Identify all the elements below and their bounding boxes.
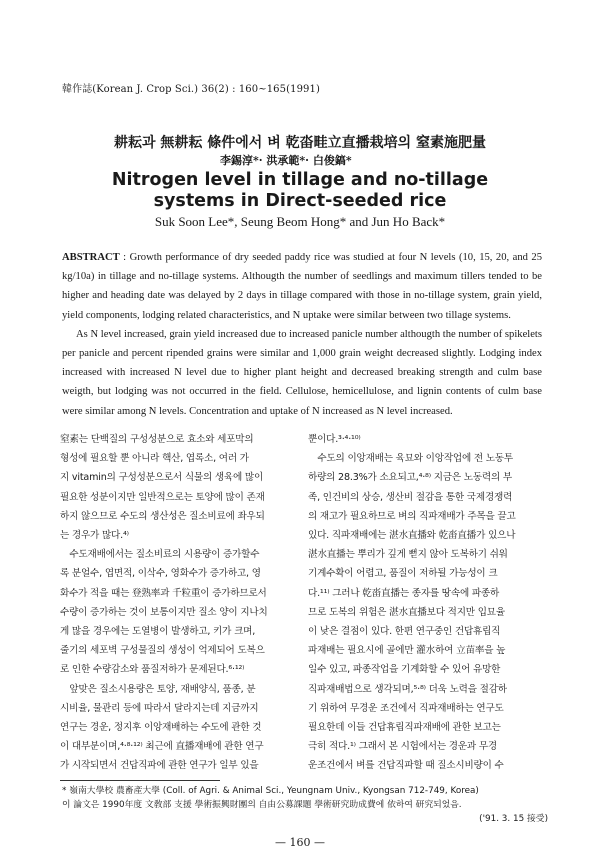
body-text-line: 뿐이다.³·⁴·¹⁰⁾ bbox=[308, 434, 361, 445]
body-text-line: 로 인한 수량감소와 품질저하가 문제된다.⁶·¹²⁾ bbox=[60, 664, 245, 676]
abstract-paragraph-2: As N level increased, grain yield increased due to increased panicle number althougth the number of spikelets per panicle and percent ripended grains were similar and 1,000 grain weight decreased slightly. Lodging index increased with increased N level due to higher plant height and decreased breaking strength and culm base weigth, but lodging was not occurred in the field. Cellulose, hemicellulose, and lignin contents of culm base were similar among N levels. Concentration and uptake of N increased as N level increased. bbox=[62, 328, 542, 417]
body-text-line: 게 많을 경우에는 도열병이 발생하고, 키가 크며, bbox=[60, 626, 256, 638]
footnote-affiliation: * 嶺南大學校 農畜產大學 (Coll. of Agri. & Animal Sci., Yeungnam Univ., Kyongsan 712-749, Korea) bbox=[62, 786, 479, 796]
english-title-line-2: systems in Direct-seeded rice bbox=[153, 191, 447, 211]
body-text-line: 극히 적다.¹⁾ 그래서 본 시험에서는 경운과 무경 bbox=[308, 741, 497, 753]
body-text-line: 족, 인건비의 상승, 생산비 절감을 통한 국제경쟁력 bbox=[308, 491, 513, 503]
body-text-line: 화수가 적을 때는 登熟率과 千粒重이 증가하므로서 bbox=[60, 587, 267, 599]
footnotes bbox=[62, 784, 479, 812]
body-text-line: 므로 도복의 위험은 湛水直播보다 적지만 입묘율 bbox=[308, 606, 505, 618]
received-date: ('91. 3. 15 接受) bbox=[479, 814, 548, 824]
korean-title: 耕耘과 無耕耘 條件에서 벼 乾畓畦立直播栽培의 窒素施肥量 bbox=[114, 135, 486, 151]
body-text-line: 수도의 이앙재배는 육묘와 이앙작업에 전 노동투 bbox=[308, 453, 513, 465]
abstract-paragraph-1 bbox=[62, 248, 542, 325]
body-text-line: 지 vitamin의 구성성분으로서 식물의 생육에 많이 bbox=[60, 472, 264, 484]
body-text-line: 이 낮은 결점이 있다. 한편 연구중인 건답휴립직 bbox=[308, 626, 501, 638]
body-text-line: 있다. 직파재배에는 湛水直播와 乾畓直播가 있으나 bbox=[308, 530, 516, 542]
body-text-line: 하지 않으므로 수도의 생산성은 질소비료에 좌우되 bbox=[60, 510, 265, 522]
english-authors: Suk Soon Lee*, Seung Beom Hong* and Jun Ho Back* bbox=[154, 214, 446, 229]
body-text-line: 기계수확이 어렵고, 품질이 저하될 가능성이 크 bbox=[308, 568, 498, 580]
body-text-line: 줄기의 세포벽 구성물질의 생성이 억제되어 도복으 bbox=[60, 645, 265, 657]
body-text-line: 수도재배에서는 질소비료의 시용량이 증가할수 bbox=[60, 549, 260, 561]
abstract-label: ABSTRACT bbox=[62, 252, 120, 263]
body-text-line: 일수 있고, 파종작업을 기계화할 수 있어 유망한 bbox=[308, 664, 501, 676]
journal-reference: 韓作誌(Korean J. Crop Sci.) 36(2) : 160~165(1991) bbox=[62, 84, 320, 95]
body-text-line: 가 시작되면서 건답직파에 관한 연구가 일부 있을 bbox=[60, 760, 259, 772]
body-text-line: 의 재고가 필요하므로 벼의 직파재배가 주목을 끌고 bbox=[308, 510, 516, 522]
body-text-line: 파재배는 필요시에 골에만 灌水하여 立苗率을 높 bbox=[308, 645, 506, 657]
abstract bbox=[62, 248, 542, 421]
body-text-line: 시비율, 물관리 등에 따라서 달라지는데 지금까지 bbox=[60, 702, 259, 714]
body-text-line: 필요한 성분이지만 일반적으로는 토양에 많이 존재 bbox=[60, 491, 265, 503]
body-text-line: 이 대부분이며,⁴·⁸·¹²⁾ 최근에 直播재배에 관한 연구 bbox=[60, 741, 264, 753]
korean-authors: 李錫淳*· 洪承範*· 白俊鎬* bbox=[220, 154, 352, 167]
body-text-line: 窒素는 단백질의 구성성분으로 효소와 세포막의 bbox=[60, 434, 254, 445]
body-text-line: 다.¹¹⁾ 그러나 乾畓直播는 종자를 땅속에 파종하 bbox=[308, 587, 500, 599]
body-text-line: 수량이 증가하는 것이 보통이지만 질소 양이 지나치 bbox=[60, 606, 268, 618]
abstract-text-1: : Growth performance of dry seeded paddy rice was studied at four N levels (10, 15, 20, and 25 kg/10a) in tillage and no-tillage systems. Althougth the number of seedlings and maximum tillers tended to be higher and heading date was delayed by 2 days in tillage compared with those in no-tillage system, grain yield, yield components, lodging related characteristics, and N uptake were similar between two tillage systems. bbox=[62, 252, 542, 321]
body-text-line: 기 위하여 무경운 조건에서 직파재배하는 연구도 bbox=[308, 702, 504, 714]
body-text-line: 연구는 경운, 정지후 이앙재배하는 수도에 관한 것 bbox=[60, 722, 262, 734]
body-column-right bbox=[308, 430, 540, 776]
body-column-left bbox=[60, 430, 292, 776]
footnote-divider bbox=[60, 780, 220, 781]
body-text-line: 湛水直播는 뿌리가 깊게 뻗지 않아 도복하기 쉬워 bbox=[308, 549, 508, 561]
english-title-line-1: Nitrogen level in tillage and no-tillage bbox=[111, 170, 489, 190]
body-text-line: 앞맞은 질소시용량은 토양, 재배양식, 품종, 분 bbox=[60, 683, 256, 695]
body-text-line: 운조건에서 벼를 건답직파할 때 질소시비량이 수 bbox=[308, 760, 504, 772]
body-text-line: 필요한데 이들 건답휴립직파재배에 관한 보고는 bbox=[308, 722, 501, 734]
body-text-line: 록 분얼수, 엽면적, 이삭수, 영화수가 증가하고, 영 bbox=[60, 568, 261, 580]
page-number: — 160 — bbox=[275, 836, 325, 849]
body-text-line: 하량의 28.3%가 소요되고,⁴·⁸⁾ 지금은 노동력의 부 bbox=[308, 472, 512, 484]
body-text-line: 직파재배법으로 생각되며,⁵·⁸⁾ 더욱 노력을 절감하 bbox=[308, 683, 507, 695]
english-title bbox=[0, 170, 600, 212]
body-text-line: 형성에 필요할 뿐 아니라 핵산, 엽록소, 여러 가 bbox=[60, 453, 249, 465]
footnote-funding: 이 論文은 1990年度 文敎部 支援 學術振興財團의 自由公募課題 學術研究助成費에 依하여 研究되었음. bbox=[62, 800, 462, 810]
body-text-line: 는 경우가 많다.⁴⁾ bbox=[60, 530, 129, 542]
